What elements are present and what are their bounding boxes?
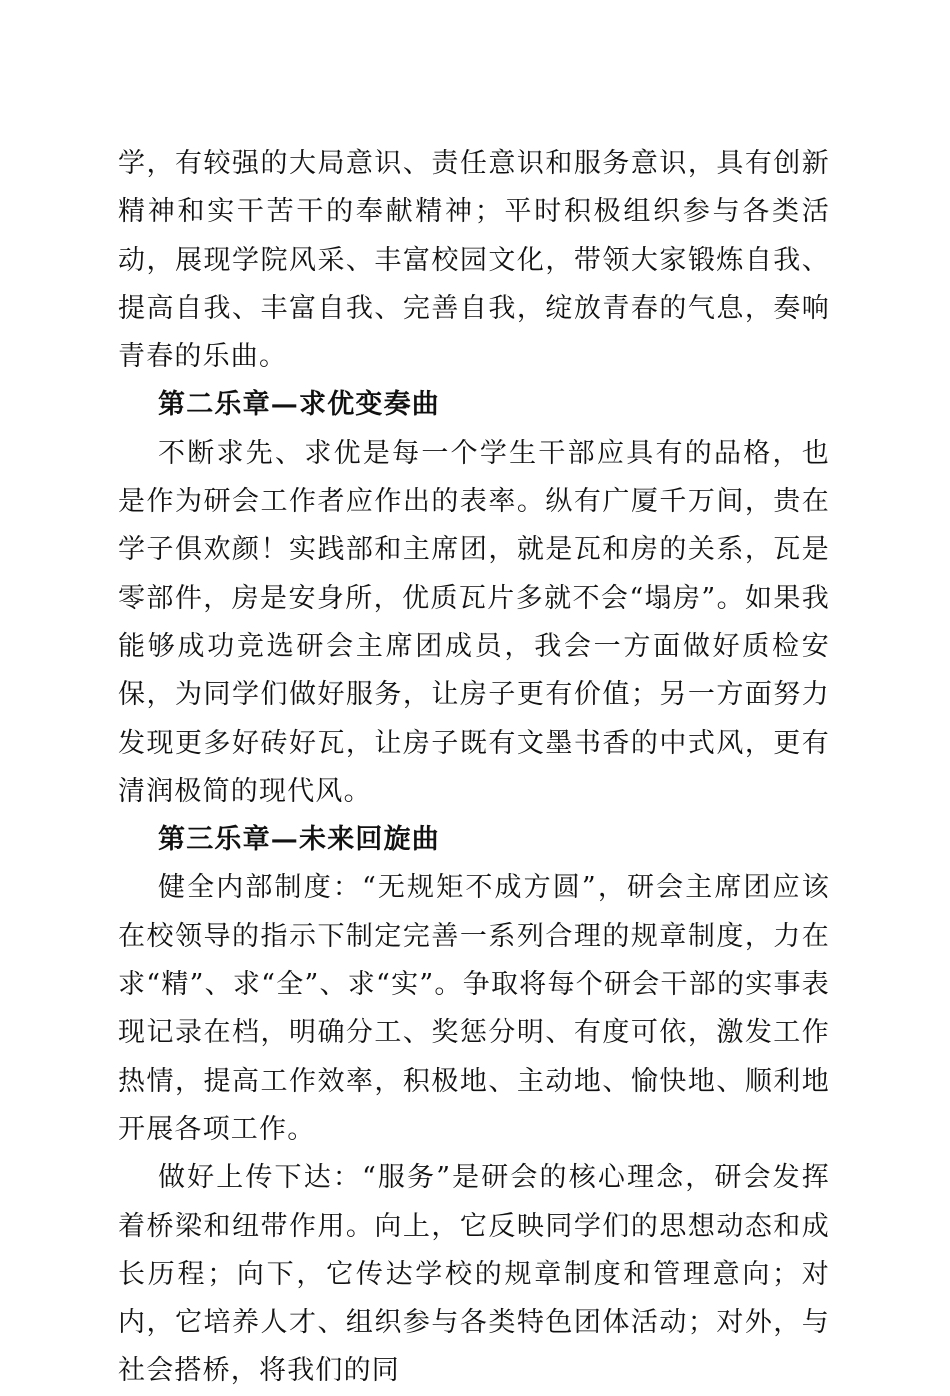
- section-heading-movement-two: 第二乐章—求优变奏曲: [158, 389, 440, 421]
- paragraph-internal-rules: 健全内部制度：“无规矩不成方圆”，研会主席团应该在校领导的指示下制定完善一系列合理的规章制度，力在求“精”、求“全”、求“实”。争取将每个研会干部的实事表现记录在档，明确分工、奖惩分明、有度可依，激发工作热情，提高工作效率，积极地、主动地、愉快地、顺利地开展各项工作。: [118, 872, 830, 1145]
- paragraph-pursue-excellence: 不断求先、求优是每一个学生干部应具有的品格，也是作为研会工作者应作出的表率。纵有广厦千万间，贵在学子俱欢颜！实践部和主席团，就是瓦和房的关系，瓦是零部件，房是安身所，优质瓦片多就不会“塌房”。如果我能够成功竞选研会主席团成员，我会一方面做好质检安保，为同学们做好服务，让房子更有价值；另一方面努力发现更多好砖好瓦，让房子既有文墨书香的中式风，更有清润极简的现代风。: [118, 437, 830, 807]
- document-body: [118, 140, 830, 1396]
- paragraph-continuation: 学，有较强的大局意识、责任意识和服务意识，具有创新精神和实干苦干的奉献精神；平时积极组织参与各类活动，展现学院风采、丰富校园文化，带领大家锻炼自我、提高自我、丰富自我、完善自我，绽放青春的气息，奏响青春的乐曲。: [118, 148, 830, 373]
- section-heading-movement-three: 第三乐章—未来回旋曲: [158, 824, 440, 856]
- paragraph-communication: 做好上传下达：“服务”是研会的核心理念，研会发挥着桥梁和纽带作用。向上，它反映同学们的思想动态和成长历程；向下，它传达学校的规章制度和管理意向；对内，它培养人才、组织参与各类特色团体活动；对外，与社会搭桥，将我们的同: [118, 1162, 830, 1387]
